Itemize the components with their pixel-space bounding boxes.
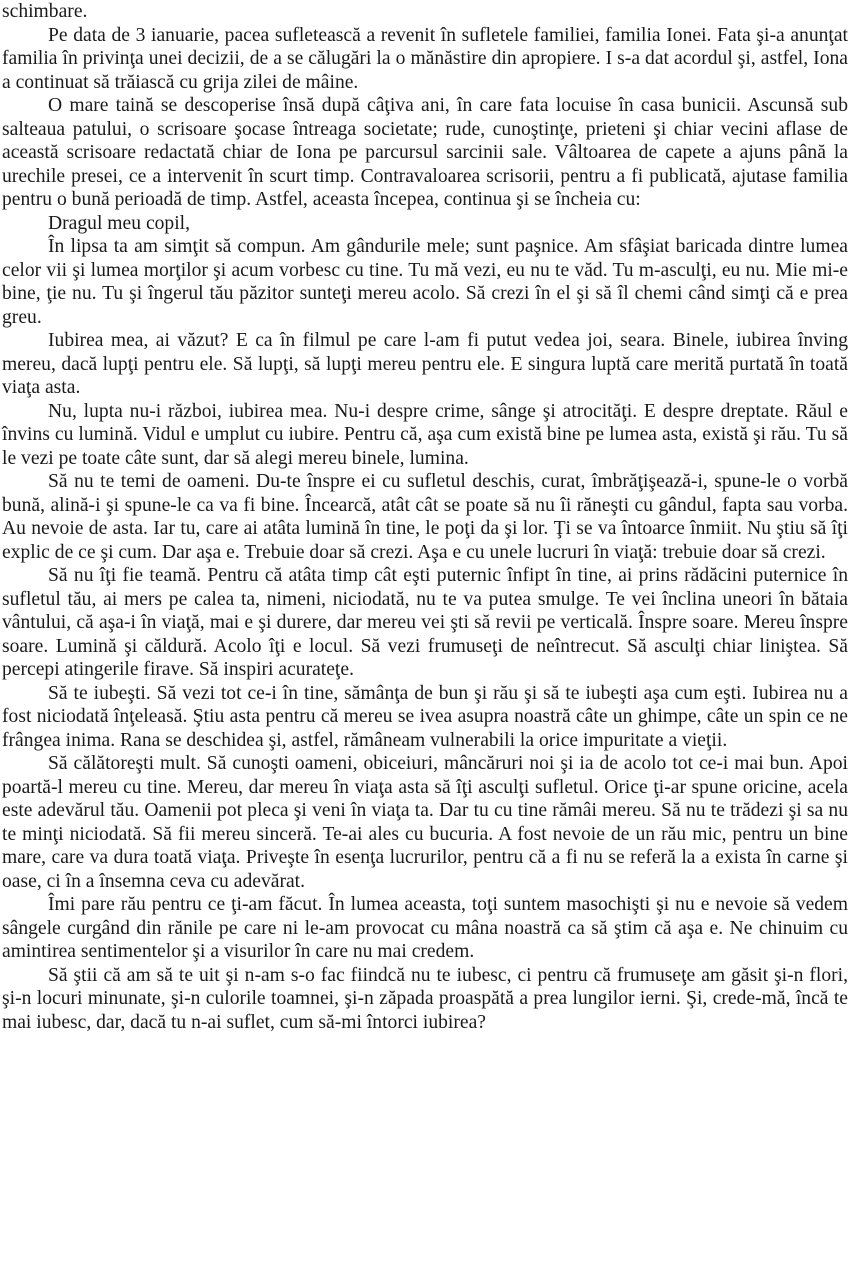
letter-paragraph: Să ştii că am să te uit şi n-am s-o fac fiindcă nu te iubesc, ci pentru că frumuseţe am găsit şi-n flori, şi-n locuri minunate, şi-n culorile toamnei, şi-n zăpada proaspătă a prea lungilor ierni. Şi, crede-mă, încă te mai iubesc, dar, dacă tu n-ai suflet, cum să-mi întorci iubirea? xyxy=(2,964,848,1033)
letter-paragraph: Îmi pare rău pentru ce ţi-am făcut. În lumea aceasta, toţi suntem masochişti şi nu e nevoie să vedem sângele curgând din rănile pe care ni le-am provocat cu mâna noastră ca să ştim că aşa e. Ne chinuim cu amintirea sentimentelor şi a visurilor în care nu mai credem. xyxy=(2,894,848,962)
letter-paragraph: Să călătoreşti mult. Să cunoşti oameni, obiceiuri, mâncăruri noi şi ia de acolo tot ce-i mai bun. Apoi poartă-l mereu cu tine. Mereu, dar mereu în viaţa asta să îţi asculţi sufletul. Orice ţi-ar spune oricine, acela este adevărul tău. Oamenii pot pleca şi veni în viaţa ta. Dar tu cu tine rămâi mereu. Să nu te trădezi şi sa nu te minţi niciodată. Să fii mereu sinceră. Te-ai ales cu bucuria. A fost nevoie de un rău mic, pentru un bine mare, care va dura toată viaţa. Priveşte în esenţa lucrurilor, pentru că a fi nu se referă la a exista în carne şi oase, ci în a însemna ceva cu adevărat. xyxy=(2,753,848,892)
letter-paragraph: Să te iubeşti. Să vezi tot ce-i în tine, sămânţa de bun şi rău şi să te iubeşti aşa cum eşti. Iubirea nu a fost niciodată înţeleasă. Ştiu asta pentru că mereu se ivea asupra noastră câte un ghimpe, câte un spin ce ne frângea inima. Rana se deschidea şi, astfel, rămâneam vulnerabili la orice impuritate a vieţii. xyxy=(2,682,848,751)
letter-paragraph: Nu, lupta nu-i război, iubirea mea. Nu-i despre crime, sânge şi atrocităţi. E despre dreptate. Răul e învins cu lumină. Vidul e umplut cu iubire. Pentru că, aşa cum există bine pe lumea asta, există şi rău. Tu să le vezi pe toate câte sunt, dar să alegi mereu binele, lumina. xyxy=(2,400,848,469)
letter-paragraph: Să nu îţi fie teamă. Pentru că atâta timp cât eşti puternic înfipt în tine, ai prins rădăcini puternice în sufletul tău, ai mers pe calea ta, nimeni, niciodată, nu te va putea smulge. Te vei înclina uneori în bătaia vântului, că aşa-i în viaţă, mai e şi durere, dar mereu vei şti să revii pe verticală. Înspre soare. Mereu înspre soare. Lumină şi căldură. Acolo îţi e locul. Să vezi frumuseţi de neîntrecut. Să asculţi chiar liniştea. Să percepi atingerile firave. Să inspiri acurateţe. xyxy=(2,565,848,680)
paragraph-intro: Pe data de 3 ianuarie, pacea sufletească a revenit în sufletele familiei, familia Ionei. Fata şi-a anunţat familia în privinţa unei decizii, de a se călugări la o mănăstire din apropiere. I s-a dat acordul şi, astfel, Iona a continuat să trăiască cu grija zilei de mâine. xyxy=(2,24,848,93)
paragraph-secret: O mare taină se descoperise însă după câţiva ani, în care fata locuise în casa bunicii. Ascunsă sub salteaua patului, o scrisoare şocase întreaga societate; rude, cunoştinţe, prieteni şi chiar vecini aflase de această scrisoare redactată chiar de Iona pe parcursul sarcinii sale. Vâltoarea de capete a ajuns până la urechile presei, ce a intervenit în scurt timp. Contravaloarea scrisorii, pentru a fi publicată, ajutase familia pentru o bună perioadă de timp. Astfel, aceasta începea, continua şi se încheia cu: xyxy=(2,95,848,210)
letter-salutation: Dragul meu copil, xyxy=(48,212,191,234)
letter-paragraph: Iubirea mea, ai văzut? E ca în filmul pe care l-am fi putut vedea joi, seara. Binele, iubirea înving mereu, dacă lupţi pentru ele. Să lupţi, să lupţi mereu pentru ele. E singura luptă care merită purtată în toată viaţa asta. xyxy=(2,330,848,398)
letter-paragraph: În lipsa ta am simţit să compun. Am gândurile mele; sunt paşnice. Am sfâşiat baricada dintre lumea celor vii şi lumea morţilor şi acum vorbesc cu tine. Tu mă vezi, eu nu te văd. Tu m-asculţi, eu nu. Mie mi-e bine, ţie nu. Tu şi îngerul tău păzitor sunteţi mereu acolo. Să crezi în el şi să îl chemi când simţi că e prea greu. xyxy=(2,236,848,328)
paragraph-continuation: schimbare. xyxy=(2,1,88,22)
letter-paragraph: Să nu te temi de oameni. Du-te înspre ei cu sufletul deschis, curat, îmbrăţişează-i, spune-le o vorbă bună, alină-i şi spune-le ca va fi bine. Încearcă, atât cât se poate să nu îi răneşti cu gândul, fapta sau vorba. Au nevoie de asta. Iar tu, care ai atâta lumină în tine, le poţi da şi lor. Ţi se va întoarce înmiit. Nu ştiu să îţi explic de ce şi cum. Dar aşa e. Trebuie doar să crezi. Aşa e cu unele lucruri în viaţă: trebuie doar să crezi. xyxy=(2,471,848,563)
